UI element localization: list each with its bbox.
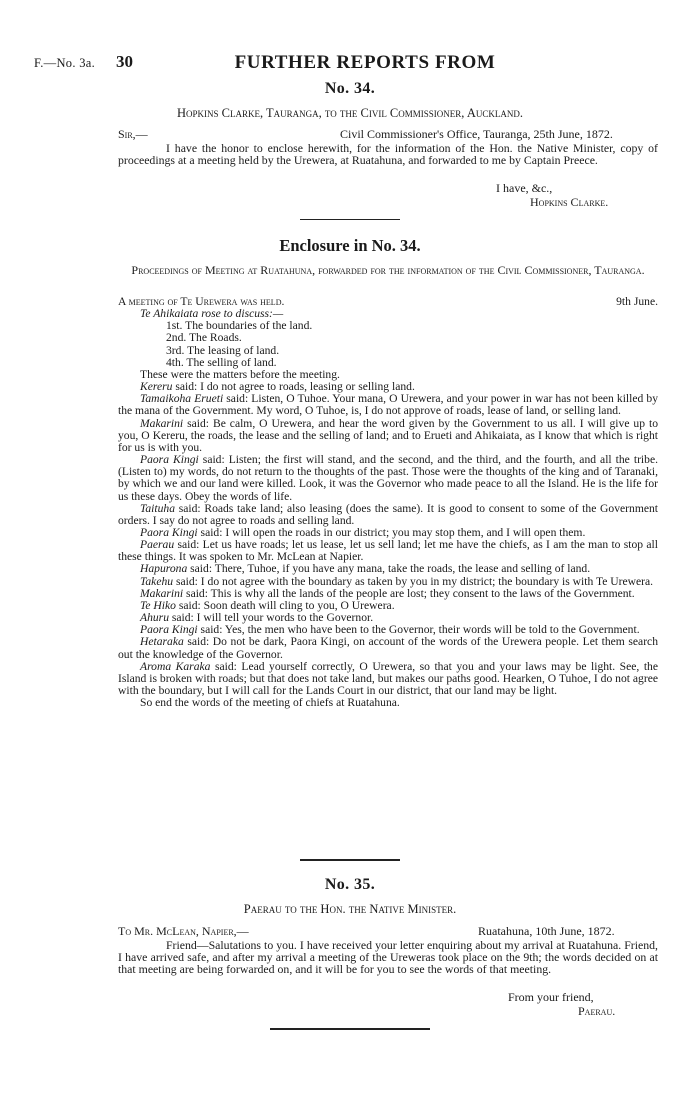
agenda-item: 4th. The selling of land. (166, 355, 277, 369)
letter-35-heading: No. 35. (324, 876, 376, 893)
speaker-name: Ahuru (140, 611, 169, 625)
agenda-item: 2nd. The Roads. (166, 331, 242, 345)
speech-text: said: Let us have roads; let us lease, let us sell land; let me have the chiefs, as I am the man to stop all these things. It was spoken to Mr. McLean at Napier. (118, 538, 658, 564)
running-title: FURTHER REPORTS FROM (234, 52, 496, 73)
section-rule (300, 859, 400, 861)
speech-text: said: Do not be dark, Paora Kingi, on account of the words of the Urewera people. Let them search out the knowledge of the Governor. (118, 635, 658, 661)
enclosure-heading: Enclosure in No. 34. (279, 236, 421, 255)
page-number: 30 (116, 52, 133, 71)
speech-text: said: There, Tuhoe, if you have any mana, take the roads, the lease and selling of land. (187, 562, 591, 576)
letter-34-address: Civil Commissioner's Office, Tauranga, 25th June, 1872. (340, 127, 613, 141)
letter-35-body: Friend—Salutations to you. I have received your letter enquiring about my arrival at Ruatahuna. Friend, I have arrived safe, and after my arrival a meeting of the Ureweras took place on the 9th; the words decided on at that meeting are being forwarded on, and it will be for you to see the words of that meeting. (118, 938, 658, 977)
speech-paragraph (118, 503, 658, 527)
speech-paragraph (118, 393, 658, 417)
speech-text: said: Soon death will cling to you, O Urewera. (175, 598, 395, 612)
speaker-name: Paora Kingi (140, 453, 199, 467)
speaker-name: Taituha (140, 501, 176, 515)
letter-35-closing: From your friend, (508, 990, 594, 1004)
speech-text: said: I will open the roads in our district; you may stop them, and I will open them. (197, 525, 586, 539)
letter-34-heading: No. 34. (324, 80, 376, 97)
speech-paragraph (118, 418, 658, 454)
section-rule (270, 1028, 430, 1030)
letter-34-body: I have the honor to enclose herewith, for the information of the Hon. the Native Minister, copy of proceedings at a meeting held by the Urewera, at Ruatahuna, and forwarded to me by Captain Preece. (118, 141, 658, 168)
speech-text: said: This is why all the lands of the people are lost; they consent to the laws of the Government. (183, 586, 635, 600)
letter-34-from-to: Hopkins Clarke, Tauranga, to the Civil Commissioner, Auckland. (177, 106, 523, 120)
speaker-name: Kereru (140, 380, 173, 394)
letter-35-from-to: Paerau to the Hon. the Native Minister. (243, 902, 457, 916)
speaker-name: Tamaikoha Erueti (140, 392, 224, 406)
speaker-name: Hapurona (140, 562, 188, 576)
speaker-name: Makarini (140, 586, 184, 600)
intro-text: Te Ahikaiata rose to discuss:— (140, 307, 284, 321)
letter-35-signature: Paerau. (578, 1004, 616, 1018)
speaker-name: Te Hiko (140, 598, 176, 612)
matters-line: These were the matters before the meeting. (140, 367, 340, 381)
speech-text: said: Yes, the men who have been to the Governor, their words will be told to the Government. (197, 623, 640, 637)
speaker-name: Aroma Karaka (140, 659, 211, 673)
letter-34-closing: I have, &c., (496, 181, 553, 195)
letter-34-salutation: Sir,— (118, 127, 148, 141)
letter-35-address: Ruatahuna, 10th June, 1872. (478, 924, 615, 938)
speech-text: said: Listen; the first will stand, and the second, and the third, and the fourth, and all the tribe. (Listen to) my words, do not return to the thoughts of the past. Those were the thoughts of the king and of Taranaki, by which we and our land were killed. Look, it was the Governor who made peace to all the Island. He is the life for us these days. Obey the words of life. (118, 453, 658, 503)
opening-text: A meeting of Te Urewera was held. (118, 295, 285, 308)
proceedings-title (118, 264, 658, 277)
speech-text: said: I do not agree with the boundary as taken by you in my district; the boundary is with Te Urewera. (173, 574, 654, 588)
speaker-name: Hetaraka (140, 635, 184, 649)
closing-line: So end the words of the meeting of chiefs at Ruatahuna. (140, 696, 400, 710)
speaker-name: Makarini (140, 416, 184, 430)
speech-text: said: Roads take land; also leasing (does the same). It is good to consent to some of the Government orders. I say do not agree to roads and selling land. (118, 501, 658, 527)
meeting-date: 9th June. (616, 295, 658, 308)
speech-text: said: Lead yourself correctly, O Urewera, so that you and your laws may be light. See, the Island is broken with roads; but that does not take land, but makes our paths good. Hearken, O Tuhoe, I do not agree with the boundary, but I will call for the Lands Court in our district, that our land may be light. (118, 659, 658, 697)
speaker-name: Paerau (140, 538, 175, 552)
speech-text: said: Be calm, O Urewera, and hear the word given by the Government to us all. I will give up to you, O Kereru, the roads, the lease and the selling of land; and to Erueti and Ahikaiata, as I know that which is right for us is with you. (118, 416, 658, 454)
speech-text: said: I do not agree to roads, leasing or selling land. (172, 380, 415, 394)
agenda-item: 1st. The boundaries of the land. (166, 319, 313, 333)
speaker-name: Takehu (140, 574, 174, 588)
agenda-item: 3rd. The leasing of land. (166, 343, 280, 357)
document-reference: F.—No. 3a. (34, 56, 96, 70)
speaker-name: Paora Kingi (140, 525, 198, 539)
running-head (34, 52, 666, 74)
proceedings-title-text: Proceedings of Meeting at Ruatahuna, forwarded for the information of the Civil Commissioner, Tauranga. (131, 263, 645, 277)
section-rule (300, 219, 400, 220)
speech-text: said: I will tell your words to the Governor. (168, 611, 374, 625)
meeting-proceedings (118, 296, 658, 709)
speech-paragraph (118, 454, 658, 503)
speech-paragraph (118, 539, 658, 563)
speech-paragraph (118, 661, 658, 697)
speech-text: said: Listen, O Tuhoe. Your mana, O Urewera, and your power in war has not been killed by the mana of the Government. My word, O Tuhoe, is, I do not approve of roads, lease of land, or selling land. (118, 392, 658, 418)
speaker-name: Paora Kingi (140, 623, 198, 637)
letter-34-signature: Hopkins Clarke. (530, 195, 609, 209)
letter-35-addressee: To Mr. McLean, Napier,— (118, 924, 249, 938)
speech-paragraph (118, 636, 658, 660)
